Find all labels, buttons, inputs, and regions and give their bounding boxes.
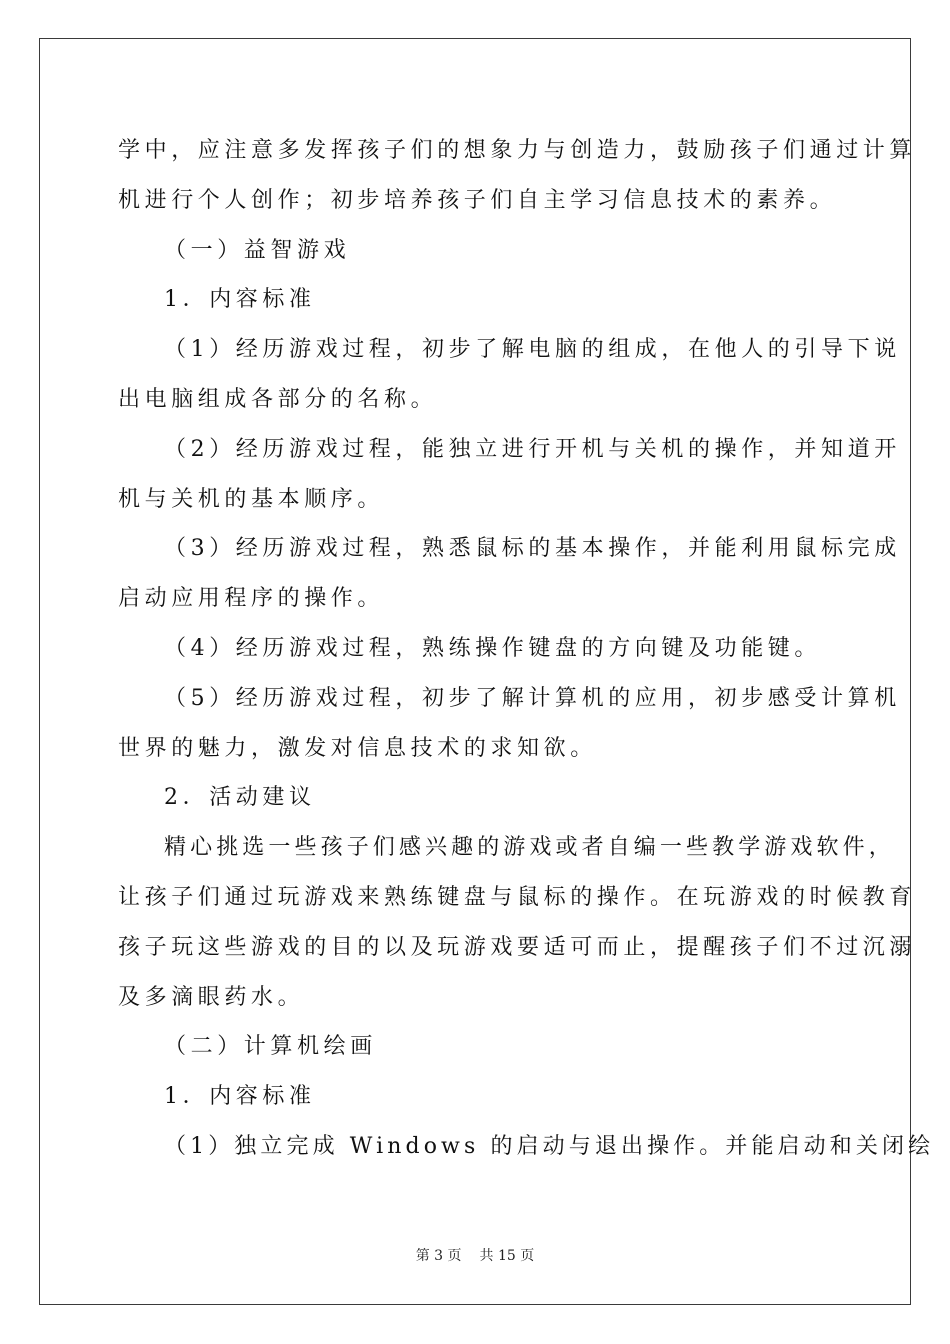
body-line: 精心挑选一些孩子们感兴趣的游戏或者自编一些教学游戏软件， (164, 835, 895, 861)
subsection-heading: 1．内容标准 (164, 287, 316, 313)
body-line: （1）经历游戏过程，初步了解电脑的组成，在他人的引导下说 (164, 337, 901, 363)
subsection-heading: 1．内容标准 (164, 1084, 316, 1110)
document-body (118, 126, 935, 1172)
body-line: （2）经历游戏过程，能独立进行开机与关机的操作，并知道开 (164, 436, 901, 462)
body-line: 世界的魅力，激发对信息技术的求知欲。 (118, 735, 597, 761)
section-heading: （一）益智游戏 (164, 237, 351, 263)
body-line: 让孩子们通过玩游戏来熟练键盘与鼠标的操作。在玩游戏的时候教育 (118, 884, 917, 910)
body-line: 启动应用程序的操作。 (118, 586, 385, 612)
body-line: （1）独立完成 Windows 的启动与退出操作。并能启动和关闭绘 (164, 1133, 935, 1159)
subsection-heading: 2．活动建议 (164, 785, 316, 811)
body-line: （4）经历游戏过程，熟练操作键盘的方向键及功能键。 (164, 635, 821, 661)
body-line: 及多滴眼药水。 (118, 984, 305, 1010)
section-heading: （二）计算机绘画 (164, 1034, 377, 1060)
page-number: 第 3 页 (415, 1248, 462, 1264)
page-footer (0, 1245, 950, 1265)
body-line: 机与关机的基本顺序。 (118, 486, 385, 512)
body-line: （3）经历游戏过程，熟悉鼠标的基本操作，并能利用鼠标完成 (164, 536, 901, 562)
body-line: （5）经历游戏过程，初步了解计算机的应用，初步感受计算机 (164, 685, 901, 711)
body-line: 出电脑组成各部分的名称。 (118, 386, 438, 412)
body-line: 孩子玩这些游戏的目的以及玩游戏要适可而止，提醒孩子们不过沉溺 (118, 934, 917, 960)
body-line: 学中，应注意多发挥孩子们的想象力与创造力，鼓励孩子们通过计算 (118, 138, 917, 163)
page-total: 共 15 页 (479, 1248, 535, 1264)
body-line: 机进行个人创作；初步培养孩子们自主学习信息技术的素养。 (118, 187, 837, 213)
